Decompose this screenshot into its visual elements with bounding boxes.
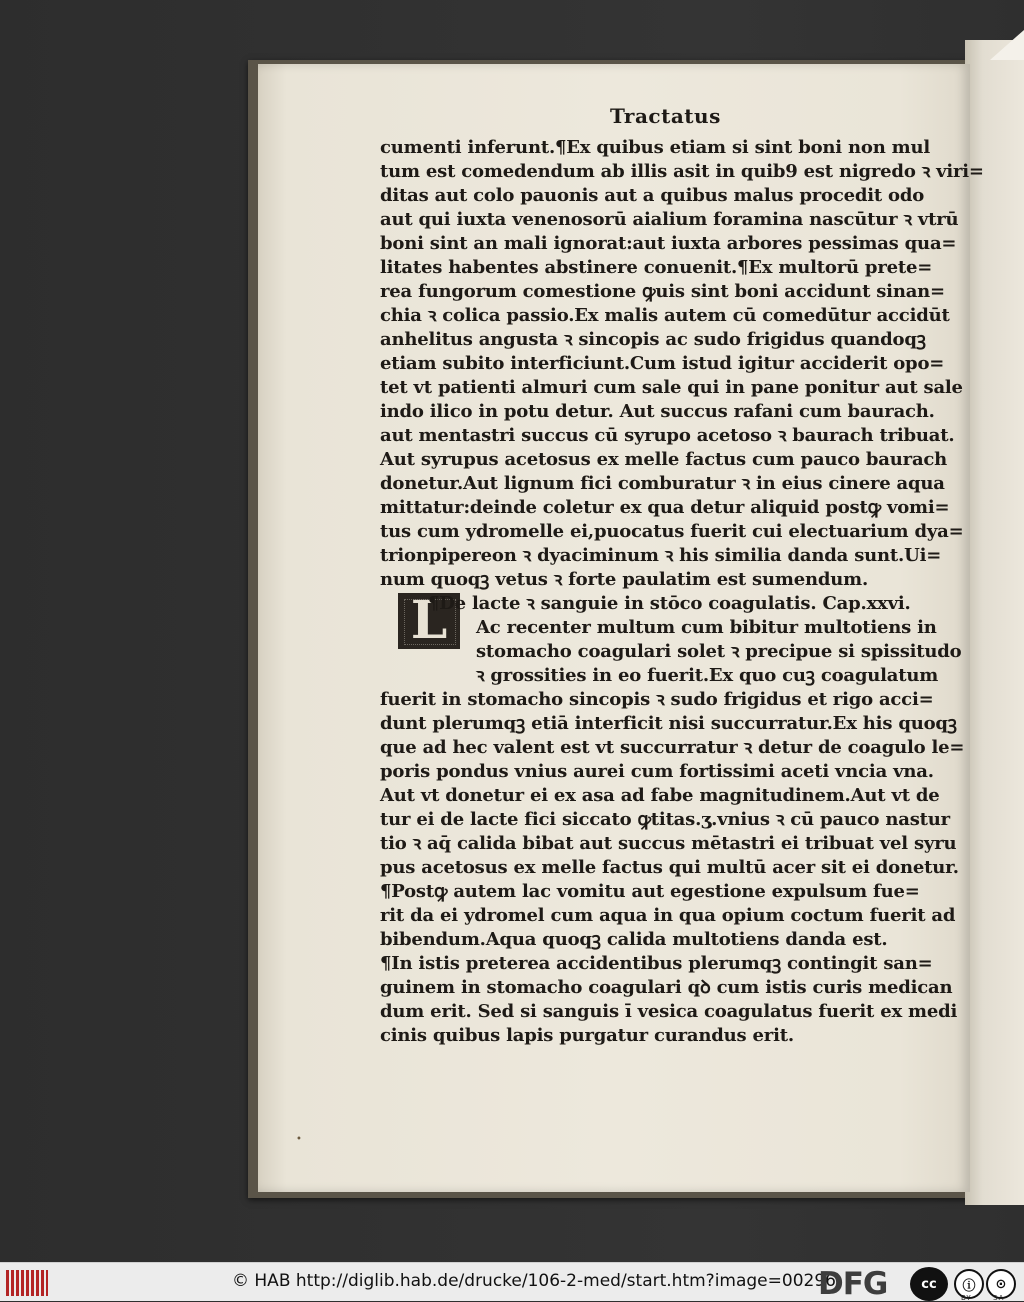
text-line: donetur.Aut lignum fici comburatur ꝛ in eius cinere aqua [380,473,945,494]
cc-license-icon[interactable]: cc [910,1267,948,1301]
text-line: ¶Postꝙ autem lac vomitu aut egestione expulsum fue= [380,881,920,902]
by-label: BY [961,1294,972,1302]
share-alike-icon[interactable]: ⊙ [986,1269,1016,1299]
hab-logo-icon[interactable] [6,1270,48,1296]
dfg-logo[interactable]: DFG [818,1266,888,1302]
text-line: cinis quibus lapis purgatur curandus erit. [380,1025,794,1046]
sa-label: SA [993,1294,1005,1302]
text-line: cumenti inferunt.¶Ex quibus etiam si sint boni non mul [380,137,931,158]
text-line: mittatur:deinde coletur ex qua detur aliquid postꝙ vomi= [380,497,950,518]
text-line: pus acetosus ex melle factus qui multū acer sit ei donetur. [380,857,959,878]
text-line: aut qui iuxta venenosorū aialium foramina nascūtur ꝛ vtrū [380,209,959,230]
source-link[interactable]: © HAB http://diglib.hab.de/drucke/106-2-med/start.htm?image=00296 [232,1271,836,1291]
text-line: litates habentes abstinere conuenit.¶Ex multorū prete= [380,257,933,278]
facing-page-strip [965,40,1024,1205]
text-line: bibendum.Aqua quoqꝫ calida multotiens danda est. [380,929,888,950]
text-line: dum erit. Sed si sanguis ī vesica coagulatus fuerit ex medi [380,1001,958,1022]
text-line: guinem in stomacho coagulari qꝺ cum istis curis medican [380,977,953,998]
text-line: etiam subito interficiunt.Cum istud igitur acciderit opo= [380,353,945,374]
text-line: stomacho coagulari solet ꝛ precipue si spissitudo [476,641,962,662]
text-line: Aut vt donetur ei ex asa ad fabe magnitudinem.Aut vt de [380,785,940,806]
by-attribution-icon[interactable]: ⓘ [954,1269,984,1299]
page-speck: • [296,1134,302,1145]
text-line: tet vt patienti almuri cum sale qui in pane ponitur aut sale [380,377,963,398]
text-line: que ad hec valent est vt succurratur ꝛ detur de coagulo le= [380,737,965,758]
text-line: chia ꝛ colica passio.Ex malis autem cū comedūtur accidūt [380,305,950,326]
text-line: poris pondus vnius aurei cum fortissimi aceti vncia vna. [380,761,934,782]
text-line: tio ꝛ aq̄ calida bibat aut succus mētastri ei tribuat vel syru [380,833,957,854]
text-line: rea fungorum comestione ꝙuis sint boni accidunt sinan= [380,281,945,302]
text-line: tus cum ydromelle ei,puocatus fuerit cui electuarium dya= [380,521,964,542]
text-line: dunt plerumqꝫ etiā interficit nisi succurratur.Ex his quoqꝫ [380,713,957,734]
viewer-footer [0,1262,1024,1301]
running-head: Tractatus [610,104,721,128]
text-line: Ac recenter multum cum bibitur multotiens in [476,617,937,638]
text-line: fuerit in stomacho sincopis ꝛ sudo frigidus et rigo acci= [380,689,934,710]
text-line: boni sint an mali ignorat:aut iuxta arbores pessimas qua= [380,233,957,254]
text-line: rit da ei ydromel cum aqua in qua opium coctum fuerit ad [380,905,956,926]
text-line: aut mentastri succus cū syrupo acetoso ꝛ baurach tribuat. [380,425,955,446]
text-line: indo ilico in potu detur. Aut succus rafani cum baurach. [380,401,935,422]
text-line: Aut syrupus acetosus ex melle factus cum pauco baurach [380,449,948,470]
text-line: tum est comedendum ab illis asit in quib9 est nigredo ꝛ viri= [380,161,984,182]
text-line: num quoqꝫ vetus ꝛ forte paulatim est sumendum. [380,569,869,590]
text-line: tur ei de lacte fici siccato ꝙtitas.ʒ.vnius ꝛ cū pauco nastur [380,809,950,830]
text-line: ¶In istis preterea accidentibus plerumqꝫ contingit san= [380,953,933,974]
text-line: anhelitus angusta ꝛ sincopis ac sudo frigidus quandoqꝫ [380,329,926,350]
text-line: ditas aut colo pauonis aut a quibus malus procedit odo [380,185,925,206]
text-line: ꝛ grossities in eo fuerit.Ex quo cuꝫ coagulatum [476,665,939,686]
decorated-initial: L [398,593,460,649]
text-line: trionpipereon ꝛ dyaciminum ꝛ his similia danda sunt.Ui= [380,545,942,566]
chapter-heading: ¶De lacte ꝛ sanguie in stōco coagulatis. Cap.xxvi. [428,593,911,614]
